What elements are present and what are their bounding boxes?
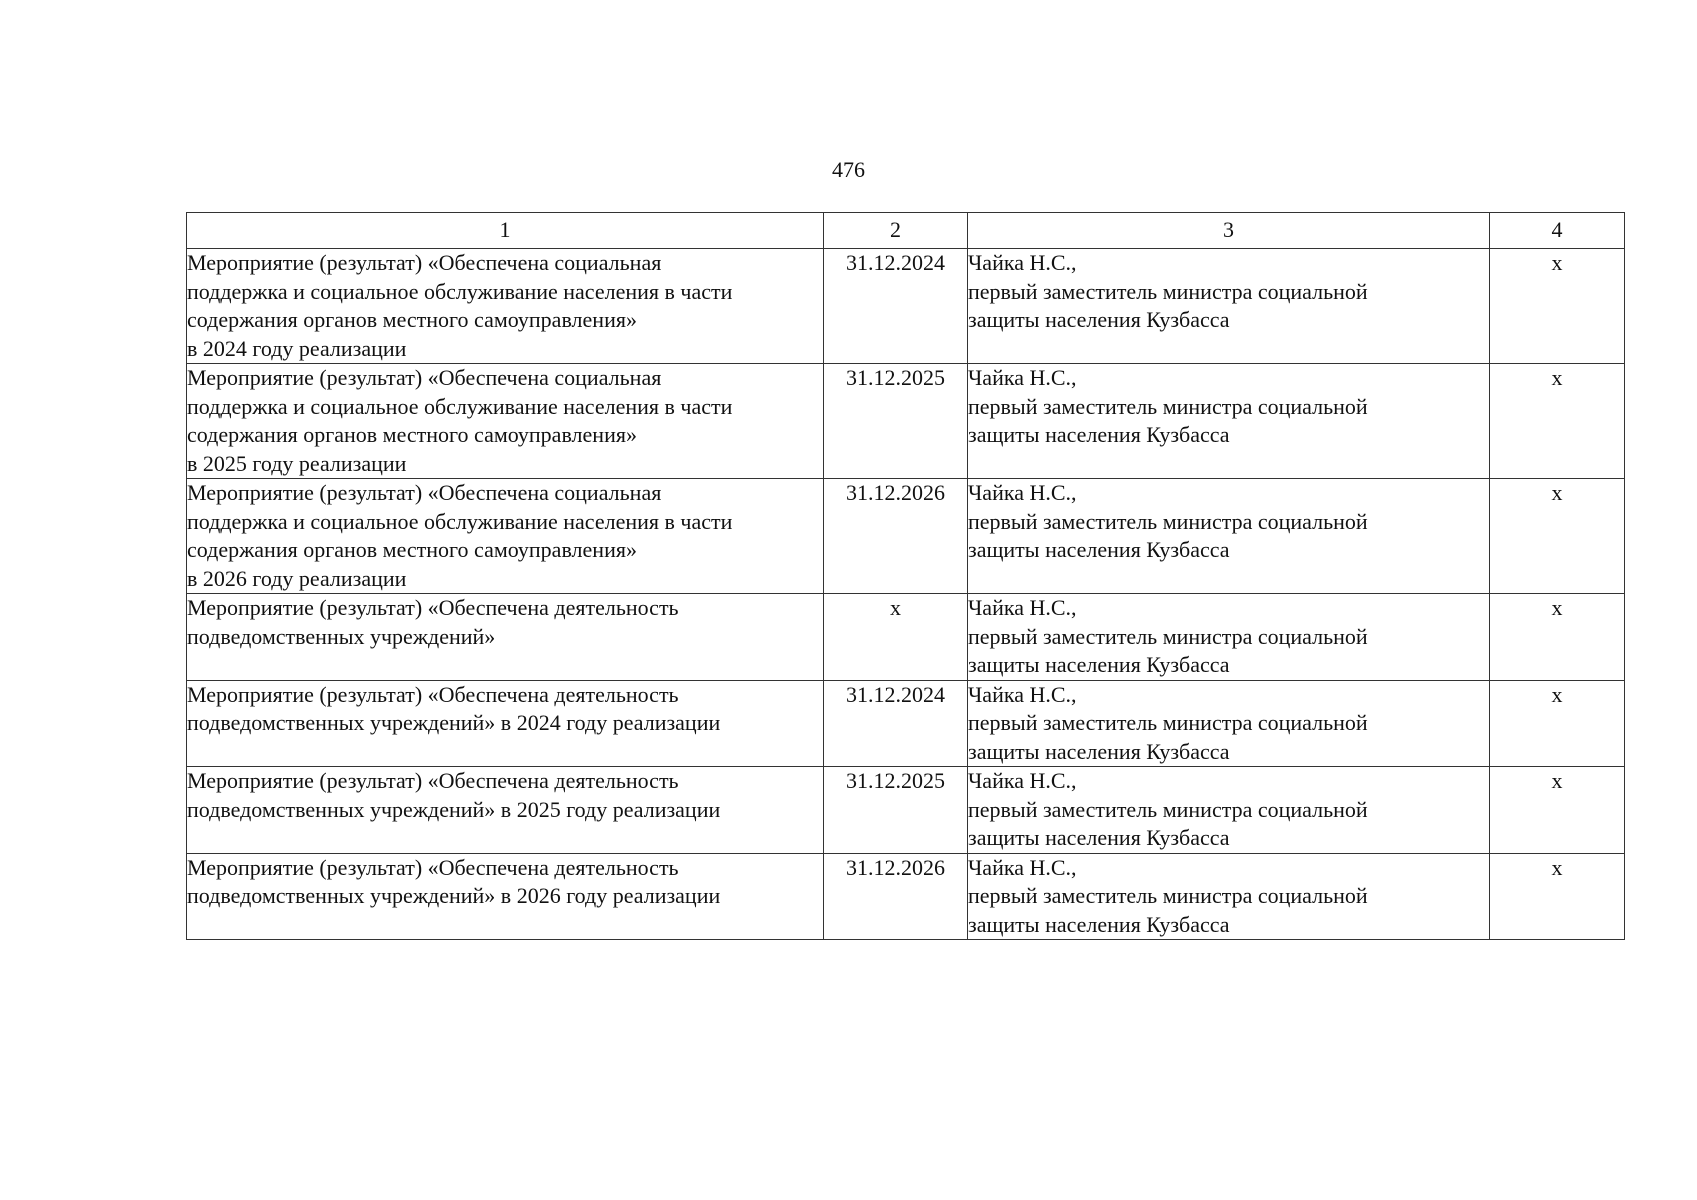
measure-name-line: Мероприятие (результат) «Обеспечена деятельность [187, 595, 679, 620]
deadline-cell: 31.12.2025 [824, 364, 968, 479]
responsible-line: защиты населения Кузбасса [968, 307, 1230, 332]
deadline-cell: 31.12.2024 [824, 249, 968, 364]
measure-name-line: подведомственных учреждений» в 2024 году реализации [187, 710, 721, 735]
responsible-line: первый заместитель министра социальной [968, 796, 1368, 822]
measure-name-line: подведомственных учреждений» в 2025 году реализации [187, 796, 721, 822]
measure-name-cell [187, 853, 824, 940]
measure-name-line: в 2025 году реализации [187, 450, 407, 476]
measure-name-line: подведомственных учреждений» [187, 623, 496, 649]
responsible-line: первый заместитель министра социальной [968, 883, 1368, 908]
measure-name-line: поддержка и социальное обслуживание населения в части [187, 278, 733, 304]
responsible-line: первый заместитель министра социальной [968, 393, 1368, 419]
responsible-line: первый заместитель министра социальной [968, 623, 1368, 649]
responsible-line: Чайка Н.С., [968, 768, 1077, 793]
measure-name-line: содержания органов местного самоуправления» [187, 307, 637, 332]
measure-name-cell [187, 479, 824, 594]
responsible-line: первый заместитель министра социальной [968, 278, 1368, 304]
column-4-cell: x [1490, 249, 1625, 364]
measure-name-line: Мероприятие (результат) «Обеспечена социальная [187, 480, 662, 505]
responsible-line: Чайка Н.С., [968, 365, 1077, 390]
table-row [187, 249, 1625, 364]
responsible-line: защиты населения Кузбасса [968, 422, 1230, 447]
measure-name-line: Мероприятие (результат) «Обеспечена социальная [187, 365, 662, 390]
measure-name-cell [187, 594, 824, 681]
measure-name-cell [187, 680, 824, 767]
responsible-line: Чайка Н.С., [968, 681, 1077, 707]
deadline-cell: 31.12.2026 [824, 853, 968, 940]
responsible-cell [968, 249, 1490, 364]
deadline-cell: 31.12.2024 [824, 680, 968, 767]
measure-name-line: содержания органов местного самоуправления» [187, 422, 637, 447]
table-row [187, 767, 1625, 854]
page-number: 476 [832, 157, 865, 182]
responsible-line: защиты населения Кузбасса [968, 911, 1230, 937]
measure-name-line: Мероприятие (результат) «Обеспечена деятельность [187, 854, 679, 880]
measure-name-line: поддержка и социальное обслуживание населения в части [187, 393, 733, 419]
measure-name-line: поддержка и социальное обслуживание населения в части [187, 508, 733, 534]
measure-name-line: подведомственных учреждений» в 2026 году реализации [187, 883, 721, 908]
table-row [187, 853, 1625, 940]
column-header-1: 1 [187, 213, 824, 249]
table-row [187, 594, 1625, 681]
responsible-line: защиты населения Кузбасса [968, 652, 1230, 677]
measure-name-line: в 2024 году реализации [187, 335, 407, 361]
column-4-cell: x [1490, 594, 1625, 681]
measure-name-cell [187, 249, 824, 364]
column-4-cell: x [1490, 680, 1625, 767]
responsible-cell [968, 680, 1490, 767]
deadline-cell: 31.12.2025 [824, 767, 968, 854]
measure-name-line: Мероприятие (результат) «Обеспечена деятельность [187, 768, 679, 793]
responsible-cell [968, 479, 1490, 594]
responsible-line: Чайка Н.С., [968, 480, 1077, 505]
responsible-cell [968, 364, 1490, 479]
measure-name-cell [187, 767, 824, 854]
column-header-4: 4 [1490, 213, 1625, 249]
measure-name-cell [187, 364, 824, 479]
responsible-line: Чайка Н.С., [968, 854, 1077, 880]
column-4-cell: x [1490, 853, 1625, 940]
table-row [187, 680, 1625, 767]
deadline-cell: 31.12.2026 [824, 479, 968, 594]
table-row [187, 364, 1625, 479]
responsible-line: защиты населения Кузбасса [968, 738, 1230, 764]
column-4-cell: x [1490, 364, 1625, 479]
responsible-line: первый заместитель министра социальной [968, 508, 1368, 534]
responsible-line: защиты населения Кузбасса [968, 537, 1230, 562]
measures-table [186, 212, 1625, 940]
column-header-2: 2 [824, 213, 968, 249]
responsible-line: Чайка Н.С., [968, 595, 1077, 620]
column-4-cell: x [1490, 767, 1625, 854]
column-4-cell: x [1490, 479, 1625, 594]
deadline-cell: x [824, 594, 968, 681]
measure-name-line: Мероприятие (результат) «Обеспечена деятельность [187, 681, 679, 707]
table-header-row [187, 213, 1625, 249]
responsible-line: Чайка Н.С., [968, 250, 1077, 275]
measure-name-line: содержания органов местного самоуправления» [187, 537, 637, 562]
responsible-cell [968, 767, 1490, 854]
table-row [187, 479, 1625, 594]
column-header-3: 3 [968, 213, 1490, 249]
responsible-cell [968, 594, 1490, 681]
measure-name-line: в 2026 году реализации [187, 565, 407, 591]
responsible-line: защиты населения Кузбасса [968, 825, 1230, 850]
measure-name-line: Мероприятие (результат) «Обеспечена социальная [187, 250, 662, 275]
responsible-line: первый заместитель министра социальной [968, 710, 1368, 735]
responsible-cell [968, 853, 1490, 940]
